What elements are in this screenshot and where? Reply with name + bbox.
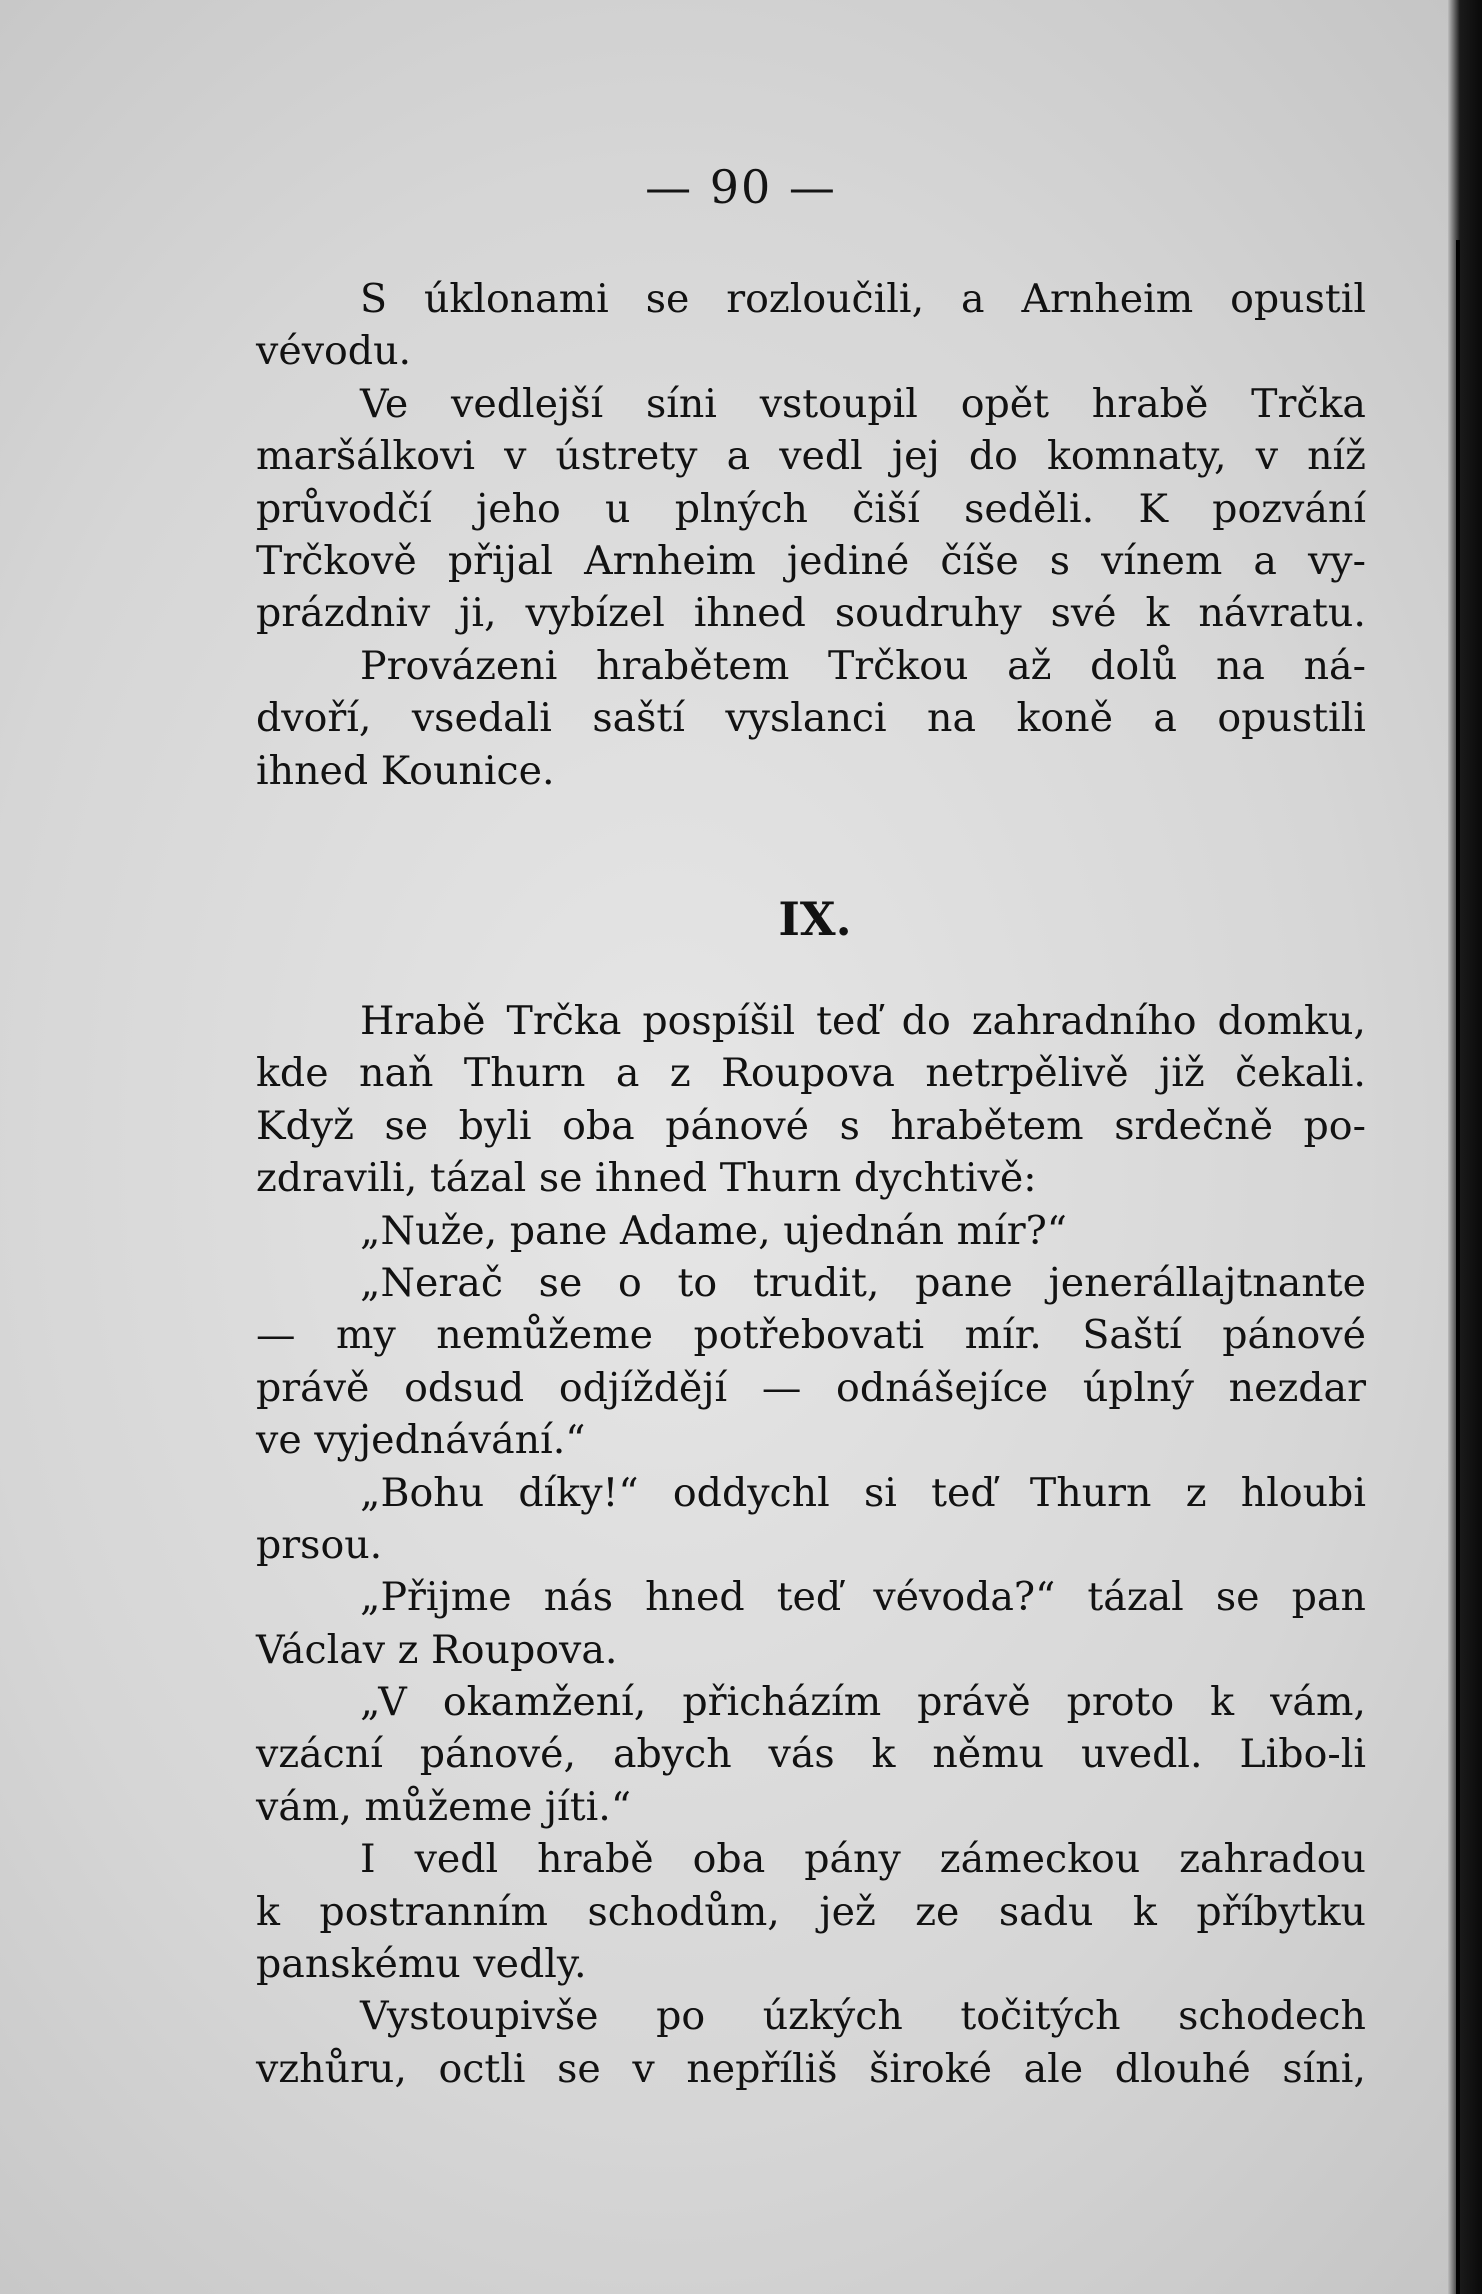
text-line bbox=[256, 995, 1366, 1047]
word: postranním bbox=[319, 1888, 549, 1935]
word: srdečně bbox=[1114, 1102, 1273, 1149]
word: odnášejíce bbox=[836, 1364, 1049, 1411]
word: vínem bbox=[1101, 537, 1223, 584]
word: ji, bbox=[459, 590, 497, 637]
word: si bbox=[863, 1469, 897, 1516]
word: do bbox=[968, 433, 1018, 480]
word: vybízel bbox=[525, 590, 665, 637]
word: průvodčí bbox=[256, 485, 432, 532]
word: netrpělivě bbox=[925, 1050, 1129, 1097]
word: odsud bbox=[404, 1364, 525, 1411]
word: v bbox=[632, 2045, 655, 2092]
word: oba bbox=[562, 1102, 635, 1149]
word: díky!“ bbox=[518, 1469, 639, 1516]
text-line bbox=[256, 1152, 1366, 1204]
word: hrabě bbox=[1091, 380, 1209, 427]
word: až bbox=[1007, 642, 1052, 689]
text-line bbox=[256, 483, 1366, 535]
text-line bbox=[256, 1047, 1366, 1099]
word: Trčkou bbox=[827, 642, 969, 689]
word: Trčka bbox=[506, 998, 622, 1044]
text-line bbox=[256, 1362, 1366, 1414]
text-line bbox=[256, 1624, 1366, 1676]
text-line bbox=[256, 430, 1366, 482]
word: čiší bbox=[852, 485, 920, 532]
text-line bbox=[256, 1833, 1366, 1885]
word: koně bbox=[1016, 695, 1113, 742]
word: teď bbox=[816, 998, 881, 1044]
word: již bbox=[1159, 1050, 1205, 1097]
word: to bbox=[677, 1259, 718, 1306]
word: němu bbox=[932, 1731, 1045, 1778]
word: na bbox=[927, 695, 977, 742]
word: dolů bbox=[1090, 642, 1178, 689]
word: Trčka bbox=[1251, 380, 1366, 427]
word: domku, bbox=[1217, 998, 1366, 1044]
word: pan bbox=[1291, 1574, 1366, 1621]
word: Thurn bbox=[463, 1050, 586, 1097]
word: — bbox=[761, 1364, 802, 1411]
page-edge-line bbox=[1456, 240, 1460, 2294]
word: síni, bbox=[1282, 2045, 1366, 2092]
line-text: prsou. bbox=[256, 1521, 383, 1568]
word: číše bbox=[940, 537, 1019, 584]
word: plných bbox=[674, 485, 808, 532]
word: s bbox=[1049, 537, 1071, 584]
word: pozvání bbox=[1212, 485, 1366, 532]
word: v bbox=[1255, 433, 1279, 480]
word: a bbox=[1153, 695, 1177, 742]
word: nezdar bbox=[1228, 1364, 1366, 1411]
word: ale bbox=[1023, 2045, 1084, 2092]
word: Trčkově bbox=[256, 537, 417, 584]
word: saští bbox=[592, 695, 685, 742]
body-text-section-1 bbox=[256, 273, 1366, 797]
word: a bbox=[726, 433, 751, 480]
line-text: Václav z Roupova. bbox=[256, 1626, 618, 1673]
word: Arnheim bbox=[1021, 276, 1194, 322]
word: hrabětem bbox=[890, 1102, 1084, 1149]
word: oddychl bbox=[672, 1469, 830, 1516]
word: vedl bbox=[414, 1836, 499, 1883]
word: pánové bbox=[1222, 1312, 1366, 1359]
word: prázdniv bbox=[256, 590, 431, 637]
word: zahradního bbox=[971, 998, 1197, 1044]
word: Ve bbox=[360, 380, 409, 427]
line-text: panskému vedly. bbox=[256, 1941, 587, 1988]
word: opět bbox=[960, 380, 1050, 427]
word: z bbox=[1185, 1469, 1207, 1516]
word: Vystoupivše bbox=[360, 1993, 599, 2040]
text-line bbox=[256, 1886, 1366, 1938]
word: a bbox=[615, 1050, 640, 1097]
word: nepříliš bbox=[686, 2045, 838, 2092]
text-line bbox=[256, 1309, 1366, 1361]
word: komnaty, bbox=[1046, 433, 1227, 480]
word: vyslanci bbox=[725, 695, 887, 742]
word: pospíšil bbox=[642, 998, 796, 1044]
text-line bbox=[256, 1781, 1366, 1833]
text-line bbox=[256, 1257, 1366, 1309]
word: „Přijme bbox=[360, 1574, 512, 1621]
word: mír. bbox=[964, 1312, 1042, 1359]
text-line bbox=[256, 2043, 1366, 2095]
word: po- bbox=[1303, 1102, 1366, 1149]
word: abych bbox=[612, 1731, 732, 1778]
word: se bbox=[538, 1259, 583, 1306]
text-line bbox=[256, 640, 1366, 692]
word: I bbox=[360, 1836, 376, 1883]
word: vedl bbox=[779, 433, 863, 480]
text-line bbox=[256, 1938, 1366, 1990]
word: se bbox=[557, 2045, 601, 2092]
word: rozloučili, bbox=[726, 276, 925, 322]
word: vedlejší bbox=[451, 380, 604, 427]
word: Saští bbox=[1082, 1312, 1182, 1359]
word: soudruhy bbox=[834, 590, 1022, 637]
word: schodům, bbox=[587, 1888, 780, 1935]
word: sadu bbox=[998, 1888, 1094, 1935]
word: vzácní bbox=[256, 1731, 383, 1778]
word: čekali. bbox=[1235, 1050, 1366, 1097]
word: návratu. bbox=[1198, 590, 1366, 637]
word: trudit, bbox=[752, 1259, 880, 1306]
word: ná- bbox=[1303, 642, 1366, 689]
word: kde bbox=[256, 1050, 329, 1097]
word: nás bbox=[543, 1574, 613, 1621]
word: právě bbox=[256, 1364, 370, 1411]
word: hrabětem bbox=[596, 642, 790, 689]
text-line bbox=[256, 378, 1366, 430]
word: hrabě bbox=[537, 1836, 654, 1883]
text-line bbox=[256, 325, 1366, 377]
word: „Nerač bbox=[360, 1259, 503, 1306]
text-line bbox=[256, 1990, 1366, 2042]
word: k bbox=[1210, 1679, 1235, 1726]
text-line bbox=[256, 587, 1366, 639]
word: právě bbox=[917, 1679, 1031, 1726]
word: pánové bbox=[665, 1102, 810, 1149]
word: dvoří, bbox=[256, 695, 372, 742]
word: Provázeni bbox=[360, 642, 558, 689]
word: s bbox=[839, 1102, 860, 1149]
word: uvedl. bbox=[1080, 1731, 1203, 1778]
word: úzkých bbox=[762, 1993, 903, 2040]
word: u bbox=[605, 485, 631, 532]
line-text: vám, můžeme jíti.“ bbox=[256, 1783, 632, 1830]
word: jej bbox=[891, 433, 940, 480]
word: k bbox=[871, 1731, 896, 1778]
word: jenerállajtnante bbox=[1048, 1259, 1366, 1306]
word: hned bbox=[645, 1574, 745, 1621]
text-line bbox=[256, 273, 1366, 325]
word: okamžení, bbox=[442, 1679, 647, 1726]
word: příbytku bbox=[1196, 1888, 1366, 1935]
word: o bbox=[618, 1259, 642, 1306]
word: točitých bbox=[960, 1993, 1121, 2040]
line-text: „Nuže, pane Adame, ujednán mír?“ bbox=[360, 1207, 1067, 1254]
word: a bbox=[961, 276, 985, 322]
word: vstoupil bbox=[759, 380, 918, 427]
word: ze bbox=[915, 1888, 960, 1935]
word: široké bbox=[869, 2045, 993, 2092]
word: Roupova bbox=[721, 1050, 895, 1097]
word: my bbox=[336, 1312, 396, 1359]
word: potřebovati bbox=[693, 1312, 925, 1359]
word: své bbox=[1050, 590, 1117, 637]
word: níž bbox=[1307, 433, 1366, 480]
word: vy- bbox=[1307, 537, 1366, 584]
text-line bbox=[256, 1414, 1366, 1466]
word: Když bbox=[256, 1102, 354, 1149]
word: k bbox=[1132, 1888, 1157, 1935]
word: úklonami bbox=[423, 276, 609, 322]
word: se bbox=[384, 1102, 429, 1149]
word: jež bbox=[819, 1888, 876, 1935]
word: zahradou bbox=[1179, 1836, 1366, 1883]
text-line bbox=[256, 1728, 1366, 1780]
word: Libo-li bbox=[1239, 1731, 1366, 1778]
word: ústrety bbox=[555, 433, 698, 480]
chapter-heading: IX. bbox=[778, 892, 852, 946]
word: seděli. bbox=[964, 485, 1095, 532]
word: vás bbox=[768, 1731, 835, 1778]
word: přijal bbox=[447, 537, 554, 584]
word: se bbox=[1215, 1574, 1260, 1621]
word: teď bbox=[776, 1574, 842, 1621]
text-line bbox=[256, 745, 1366, 797]
word: k bbox=[1145, 590, 1170, 637]
page-number: — 90 — bbox=[645, 160, 837, 214]
word: Hrabě bbox=[360, 998, 486, 1044]
word: S bbox=[360, 276, 388, 322]
word: opustil bbox=[1230, 276, 1366, 322]
word: nemůžeme bbox=[436, 1312, 654, 1359]
word: vévoda?“ bbox=[873, 1574, 1056, 1621]
word: z bbox=[669, 1050, 691, 1097]
text-line bbox=[256, 1676, 1366, 1728]
word: — bbox=[256, 1312, 296, 1359]
word: oba bbox=[692, 1836, 766, 1883]
word: přicházím bbox=[682, 1679, 882, 1726]
word: opustili bbox=[1217, 695, 1366, 742]
word: Arnheim bbox=[584, 537, 756, 584]
word: do bbox=[901, 998, 951, 1044]
word: a bbox=[1253, 537, 1277, 584]
text-line bbox=[256, 1519, 1366, 1571]
word: úplný bbox=[1082, 1364, 1194, 1411]
word: tázal bbox=[1087, 1574, 1184, 1621]
text-line bbox=[256, 1467, 1366, 1519]
text-line bbox=[256, 1205, 1366, 1257]
word: Thurn bbox=[1029, 1469, 1152, 1516]
word: jeho bbox=[475, 485, 561, 532]
word: v bbox=[504, 433, 527, 480]
text-line bbox=[256, 1100, 1366, 1152]
word: ihned bbox=[693, 590, 806, 637]
word: „Bohu bbox=[360, 1469, 485, 1516]
word: vsedali bbox=[411, 695, 552, 742]
word: byli bbox=[458, 1102, 532, 1149]
text-line bbox=[256, 692, 1366, 744]
line-text: vévodu. bbox=[256, 328, 412, 375]
word: naň bbox=[359, 1050, 434, 1097]
word: odjíždějí bbox=[558, 1364, 728, 1411]
word: síni bbox=[645, 380, 717, 427]
word: proto bbox=[1066, 1679, 1175, 1726]
word: schodech bbox=[1178, 1993, 1366, 2040]
word: zámeckou bbox=[939, 1836, 1141, 1883]
word: pánové, bbox=[419, 1731, 577, 1778]
word: na bbox=[1215, 642, 1265, 689]
word: vzhůru, bbox=[256, 2045, 407, 2092]
line-text: ihned Kounice. bbox=[256, 747, 555, 794]
word: jediné bbox=[786, 537, 910, 584]
word: pane bbox=[915, 1259, 1013, 1306]
body-text-section-2 bbox=[256, 995, 1366, 2095]
line-text: zdravili, tázal se ihned Thurn dychtivě: bbox=[256, 1155, 1037, 1202]
word: „V bbox=[360, 1679, 407, 1726]
word: maršálkovi bbox=[256, 433, 476, 480]
word: vám, bbox=[1270, 1679, 1366, 1726]
page-edge-shadow bbox=[1448, 0, 1482, 2294]
word: k bbox=[256, 1888, 280, 1935]
word: hloubi bbox=[1240, 1469, 1366, 1516]
line-text: ve vyjednávání.“ bbox=[256, 1417, 586, 1464]
word: po bbox=[656, 1993, 706, 2040]
text-line bbox=[256, 535, 1366, 587]
word: octli bbox=[438, 2045, 526, 2092]
word: K bbox=[1138, 485, 1168, 532]
word: pány bbox=[804, 1836, 901, 1883]
word: teď bbox=[931, 1469, 996, 1516]
word: se bbox=[645, 276, 690, 322]
text-line bbox=[256, 1571, 1366, 1623]
word: dlouhé bbox=[1114, 2045, 1251, 2092]
